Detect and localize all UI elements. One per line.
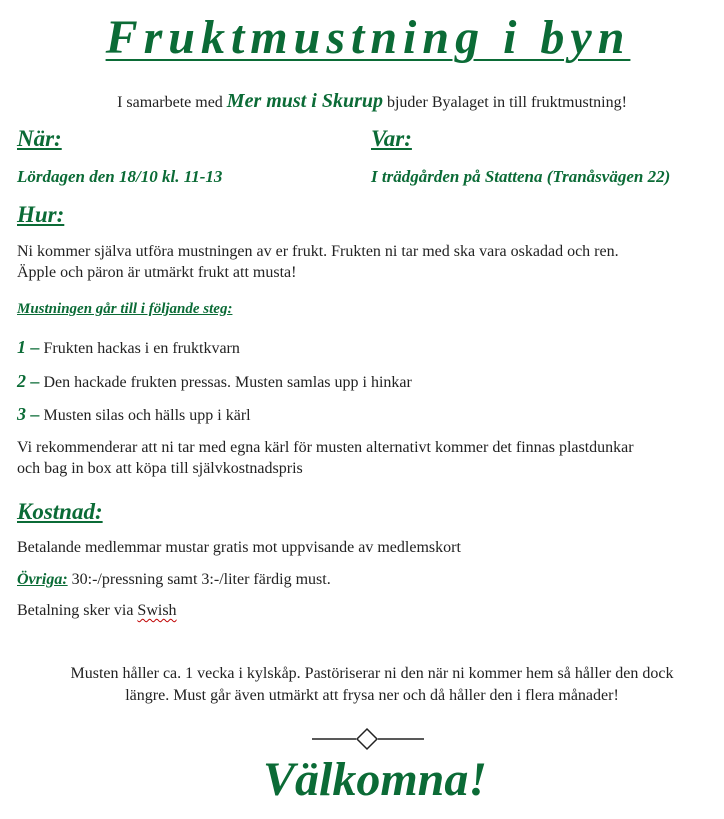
others-label: Övriga: — [17, 571, 68, 588]
step-2 — [17, 371, 717, 393]
step-number: 3 – — [17, 404, 40, 424]
when-value: Lördagen den 18/10 kl. 11-13 — [17, 167, 223, 186]
how-line-1: Ni kommer själva utföra mustningen av er frukt. Frukten ni tar med ska vara oskadad och ren. — [17, 243, 619, 260]
when-heading: När: — [17, 126, 62, 151]
intro-after: bjuder Byalaget in till fruktmustning! — [382, 94, 627, 111]
organizer-name: Mer must i Skurup — [226, 90, 383, 112]
others-cost — [17, 569, 717, 590]
steps-heading: Mustningen går till i följande steg: — [17, 301, 233, 317]
recommendation-line-1: Vi rekommenderar att ni tar med egna kärl för musten alternativt kommer det finnas plastdunkar — [17, 439, 634, 456]
storage-note — [20, 663, 724, 707]
intro-text — [0, 90, 724, 113]
recommendation-line-2: och bag in box att köpa till självkostnadspris — [17, 460, 303, 477]
payment-method: Swish — [137, 602, 177, 619]
step-text: Musten silas och hälls upp i kärl — [39, 407, 251, 424]
payment-info — [17, 600, 717, 621]
cost-heading: Kostnad: — [17, 499, 103, 524]
storage-note-line-1: Musten håller ca. 1 vecka i kylskåp. Pastöriserar ni den när ni kommer hem så håller den dock — [70, 665, 674, 682]
step-text: Den hackade frukten pressas. Musten samlas upp i hinkar — [39, 374, 412, 391]
step-text: Frukten hackas i en fruktkvarn — [39, 340, 240, 357]
how-text — [17, 241, 717, 283]
step-number: 2 – — [17, 371, 40, 391]
page-title: Fruktmustning i byn — [105, 11, 631, 64]
payment-text: Betalning sker via — [17, 602, 138, 619]
members-cost: Betalande medlemmar mustar gratis mot uppvisande av medlemskort — [17, 539, 461, 556]
welcome-text: Välkomna! — [262, 753, 488, 806]
storage-note-line-2: längre. Must går även utmärkt att frysa ner och då håller den i flera månader! — [125, 687, 619, 704]
step-1 — [17, 337, 717, 359]
how-heading: Hur: — [17, 202, 65, 227]
how-line-2: Äpple och päron är utmärkt frukt att musta! — [17, 264, 297, 281]
diamond-divider — [310, 726, 426, 752]
step-number: 1 – — [17, 337, 40, 357]
step-3 — [17, 404, 717, 426]
intro-before: I samarbete med — [117, 94, 227, 111]
where-value: I trädgården på Stattena (Tranåsvägen 22) — [371, 167, 671, 186]
recommendation-text — [17, 437, 717, 479]
others-text: 30:-/pressning samt 3:-/liter färdig must. — [67, 571, 331, 588]
where-heading: Var: — [371, 126, 412, 151]
